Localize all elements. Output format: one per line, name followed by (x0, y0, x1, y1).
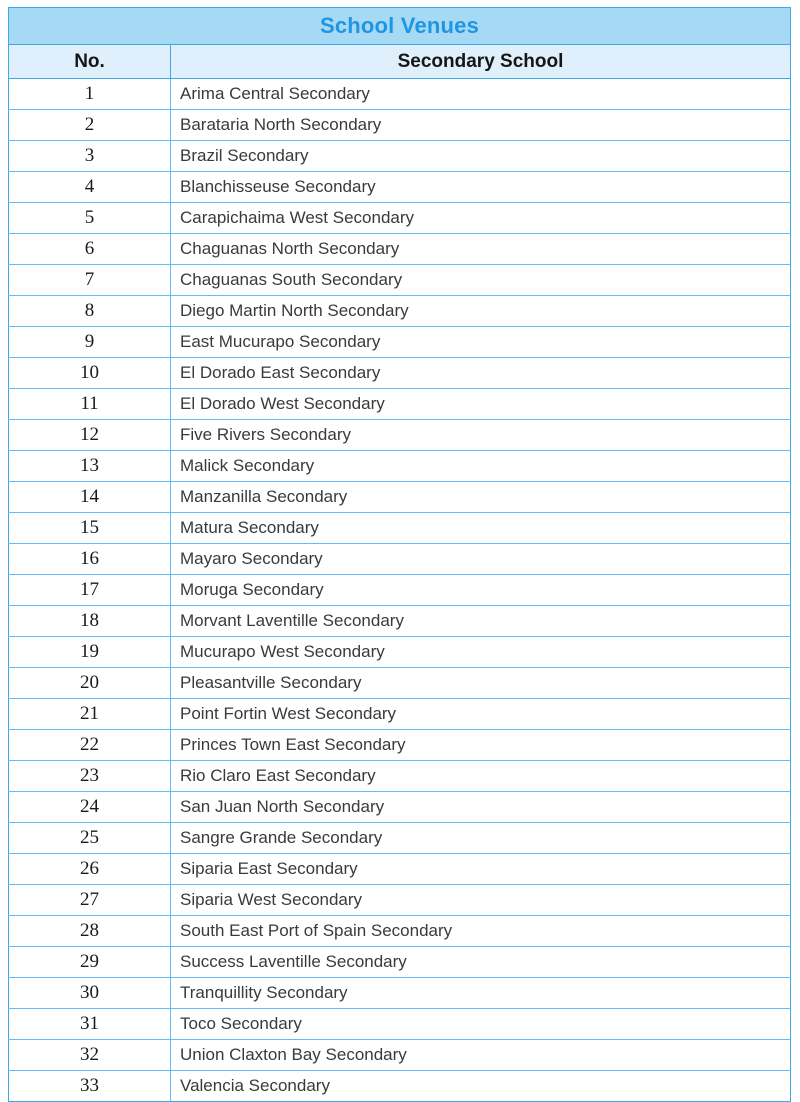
row-number-cell: 24 (9, 792, 171, 823)
table-row (9, 1071, 791, 1102)
table-row (9, 761, 791, 792)
column-header-no: No. (9, 45, 171, 79)
table-row (9, 854, 791, 885)
table-row (9, 265, 791, 296)
row-number-cell: 28 (9, 916, 171, 947)
row-number-cell: 11 (9, 389, 171, 420)
row-number-cell: 33 (9, 1071, 171, 1102)
school-name-cell: El Dorado West Secondary (171, 389, 791, 420)
row-number-cell: 1 (9, 79, 171, 110)
row-number-cell: 10 (9, 358, 171, 389)
table-title-row (9, 8, 791, 45)
school-name-cell: San Juan North Secondary (171, 792, 791, 823)
table-row (9, 389, 791, 420)
page-title: School Venues (319, 13, 480, 38)
row-number-cell: 29 (9, 947, 171, 978)
table-row (9, 482, 791, 513)
row-number-cell: 22 (9, 730, 171, 761)
school-name-cell: Malick Secondary (171, 451, 791, 482)
school-name-cell: Manzanilla Secondary (171, 482, 791, 513)
table-row (9, 823, 791, 854)
table-row (9, 699, 791, 730)
row-number-cell: 4 (9, 172, 171, 203)
school-name-cell: El Dorado East Secondary (171, 358, 791, 389)
row-number-cell: 26 (9, 854, 171, 885)
table-row (9, 234, 791, 265)
school-name-cell: Mayaro Secondary (171, 544, 791, 575)
table-row (9, 203, 791, 234)
school-name-cell: East Mucurapo Secondary (171, 327, 791, 358)
school-name-cell: Rio Claro East Secondary (171, 761, 791, 792)
table-row (9, 1040, 791, 1071)
school-name-cell: Princes Town East Secondary (171, 730, 791, 761)
school-name-cell: Sangre Grande Secondary (171, 823, 791, 854)
table-row (9, 885, 791, 916)
table-row (9, 358, 791, 389)
table-row (9, 575, 791, 606)
school-name-cell: Siparia West Secondary (171, 885, 791, 916)
table-title-cell (9, 8, 791, 45)
table-row (9, 451, 791, 482)
table-row (9, 513, 791, 544)
row-number-cell: 19 (9, 637, 171, 668)
school-name-cell: Matura Secondary (171, 513, 791, 544)
row-number-cell: 13 (9, 451, 171, 482)
row-number-cell: 30 (9, 978, 171, 1009)
table-body (9, 8, 791, 1102)
row-number-cell: 16 (9, 544, 171, 575)
row-number-cell: 12 (9, 420, 171, 451)
row-number-cell: 21 (9, 699, 171, 730)
row-number-cell: 17 (9, 575, 171, 606)
table-row (9, 792, 791, 823)
school-name-cell: Diego Martin North Secondary (171, 296, 791, 327)
row-number-cell: 14 (9, 482, 171, 513)
school-name-cell: Arima Central Secondary (171, 79, 791, 110)
row-number-cell: 15 (9, 513, 171, 544)
row-number-cell: 9 (9, 327, 171, 358)
school-name-cell: Pleasantville Secondary (171, 668, 791, 699)
table-row (9, 916, 791, 947)
table-row (9, 947, 791, 978)
school-name-cell: Chaguanas North Secondary (171, 234, 791, 265)
table-row (9, 1009, 791, 1040)
school-name-cell: Valencia Secondary (171, 1071, 791, 1102)
row-number-cell: 2 (9, 110, 171, 141)
row-number-cell: 23 (9, 761, 171, 792)
school-name-cell: Success Laventille Secondary (171, 947, 791, 978)
school-name-cell: South East Port of Spain Secondary (171, 916, 791, 947)
table-row (9, 420, 791, 451)
school-name-cell: Tranquillity Secondary (171, 978, 791, 1009)
school-name-cell: Morvant Laventille Secondary (171, 606, 791, 637)
table-row (9, 730, 791, 761)
row-number-cell: 5 (9, 203, 171, 234)
school-name-cell: Point Fortin West Secondary (171, 699, 791, 730)
row-number-cell: 8 (9, 296, 171, 327)
table-header-row (9, 45, 791, 79)
row-number-cell: 27 (9, 885, 171, 916)
school-venues-table-container (8, 7, 790, 1102)
table-row (9, 637, 791, 668)
table-row (9, 296, 791, 327)
school-name-cell: Toco Secondary (171, 1009, 791, 1040)
school-name-cell: Siparia East Secondary (171, 854, 791, 885)
school-venues-table (8, 7, 791, 1102)
row-number-cell: 32 (9, 1040, 171, 1071)
row-number-cell: 31 (9, 1009, 171, 1040)
school-name-cell: Moruga Secondary (171, 575, 791, 606)
row-number-cell: 7 (9, 265, 171, 296)
table-row (9, 172, 791, 203)
school-name-cell: Chaguanas South Secondary (171, 265, 791, 296)
row-number-cell: 6 (9, 234, 171, 265)
table-row (9, 668, 791, 699)
school-name-cell: Five Rivers Secondary (171, 420, 791, 451)
row-number-cell: 3 (9, 141, 171, 172)
row-number-cell: 20 (9, 668, 171, 699)
row-number-cell: 25 (9, 823, 171, 854)
school-name-cell: Barataria North Secondary (171, 110, 791, 141)
school-name-cell: Mucurapo West Secondary (171, 637, 791, 668)
school-name-cell: Union Claxton Bay Secondary (171, 1040, 791, 1071)
column-header-secondary-school: Secondary School (171, 45, 791, 79)
table-row (9, 978, 791, 1009)
table-row (9, 606, 791, 637)
school-name-cell: Brazil Secondary (171, 141, 791, 172)
table-row (9, 544, 791, 575)
row-number-cell: 18 (9, 606, 171, 637)
table-row (9, 327, 791, 358)
table-row (9, 141, 791, 172)
table-row (9, 79, 791, 110)
school-name-cell: Blanchisseuse Secondary (171, 172, 791, 203)
school-name-cell: Carapichaima West Secondary (171, 203, 791, 234)
table-row (9, 110, 791, 141)
